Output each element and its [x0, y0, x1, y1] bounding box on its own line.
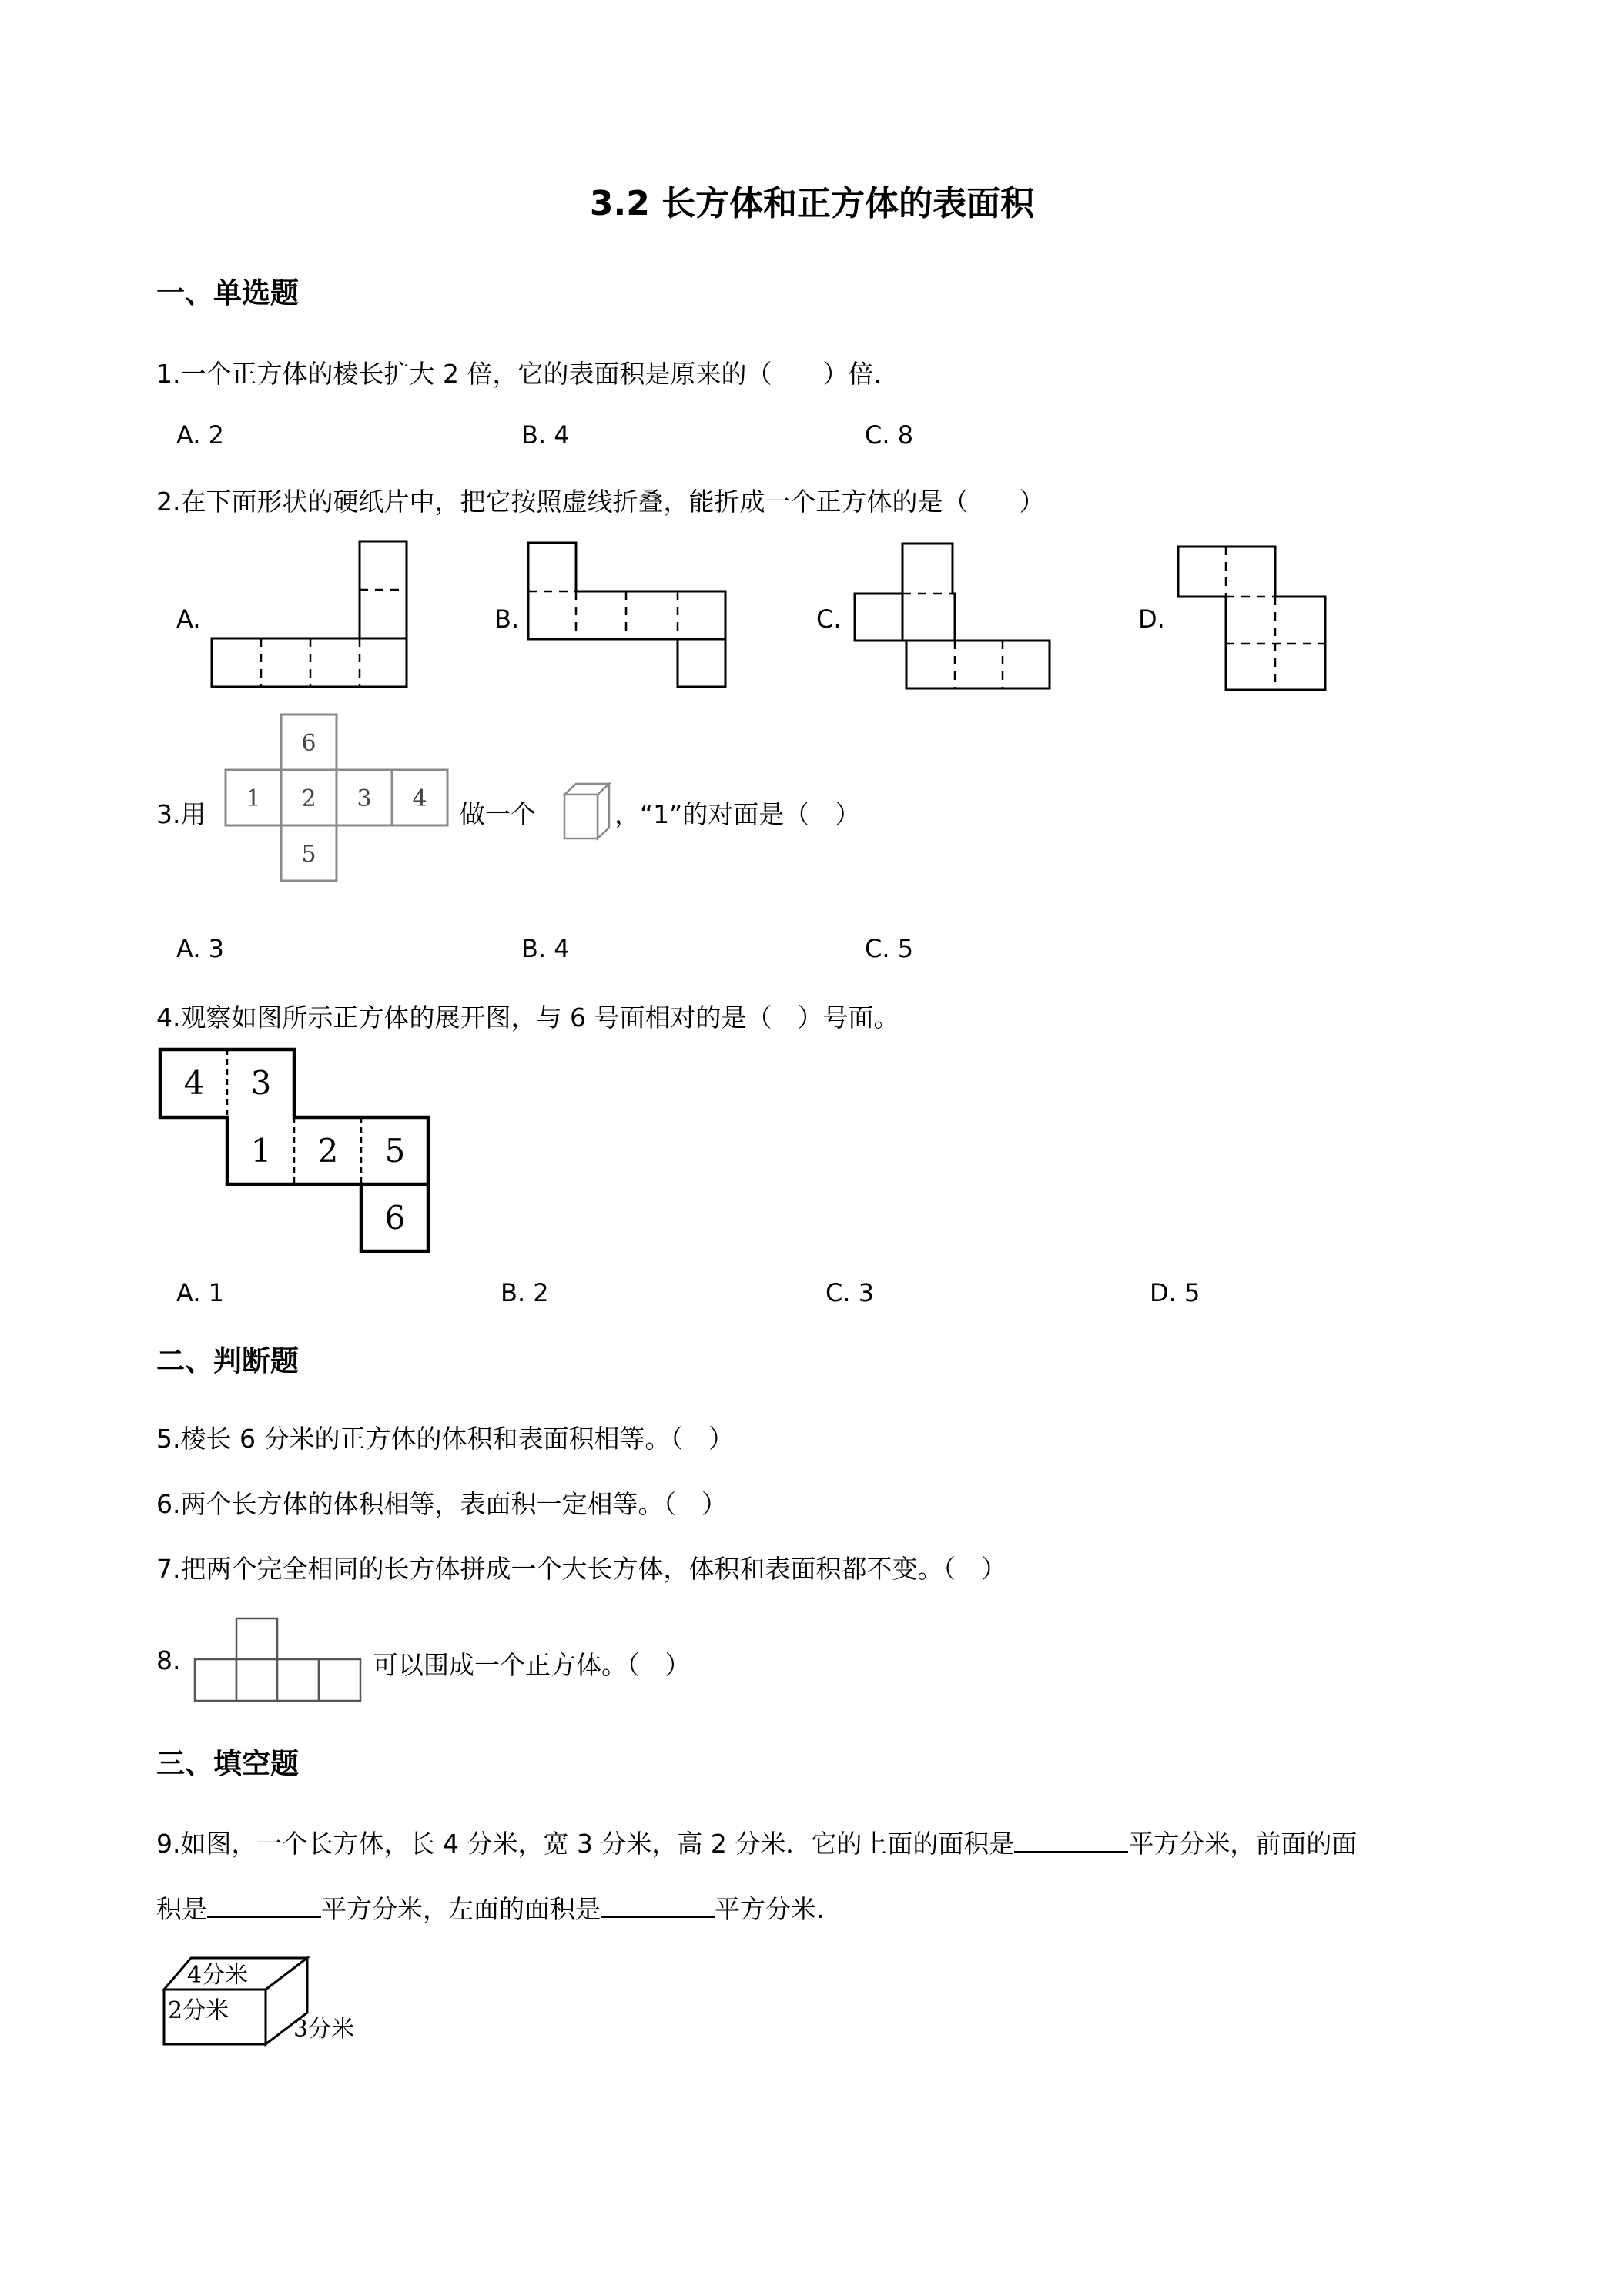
- question-8-prefix: 8.: [156, 1645, 181, 1675]
- question-1-stem: 1.一个正方体的棱长扩大 2 倍，它的表面积是原来的（ ）倍.: [156, 359, 882, 389]
- question-4-option-b[interactable]: B. 2: [501, 1278, 549, 1307]
- question-1-option-c[interactable]: C. 8: [865, 420, 914, 450]
- q3-net-face-2: 2: [301, 785, 316, 812]
- page-title: 3.2 长方体和正方体的表面积: [589, 184, 1035, 223]
- question-2-option-a[interactable]: A.: [176, 604, 201, 634]
- q4-net-face-4: 4: [183, 1064, 205, 1102]
- q9-width-label: 3分米: [293, 2016, 355, 2043]
- question-7-stem: 7.把两个完全相同的长方体拼成一个大长方体，体积和表面积都不变。（ ）: [156, 1554, 1006, 1584]
- question-2-option-c[interactable]: C.: [816, 604, 842, 634]
- q4-net-face-1: 1: [250, 1132, 272, 1170]
- q3-net-face-6: 6: [301, 730, 316, 757]
- q3-net-face-4: 4: [412, 785, 427, 812]
- question-3-option-a[interactable]: A. 3: [176, 934, 225, 963]
- q4-net-face-5: 5: [384, 1132, 406, 1170]
- question-5-stem: 5.棱长 6 分米的正方体的体积和表面积相等。（ ）: [156, 1424, 734, 1454]
- question-1-option-a[interactable]: A. 2: [176, 420, 225, 450]
- q9-line2-text-a: 积是: [156, 1894, 207, 1924]
- question-4-option-d[interactable]: D. 5: [1150, 1278, 1200, 1307]
- q4-net-face-6: 6: [384, 1199, 406, 1237]
- question-4-option-c[interactable]: C. 3: [825, 1278, 875, 1307]
- q4-net-face-2: 2: [317, 1132, 339, 1170]
- q9-line1-text-a: 9.如图，一个长方体，长 4 分米，宽 3 分米，高 2 分米．它的上面的面积是: [156, 1829, 1015, 1859]
- q9-line2-text-c: 平方分米.: [715, 1894, 825, 1924]
- q9-length-label: 4分米: [187, 1962, 249, 1989]
- question-4-stem: 4.观察如图所示正方体的展开图，与 6 号面相对的是（ ）号面。: [156, 1002, 899, 1033]
- q3-net-face-5: 5: [301, 841, 316, 868]
- question-8-suffix: 可以围成一个正方体。（ ）: [373, 1650, 691, 1680]
- q4-net-face-3: 3: [250, 1064, 272, 1102]
- question-6-stem: 6.两个长方体的体积相等，表面积一定相等。（ ）: [156, 1489, 727, 1519]
- question-3-option-b[interactable]: B. 4: [521, 934, 570, 963]
- q9-line2-text-b: 平方分米，左面的面积是: [321, 1894, 601, 1924]
- question-1-option-b[interactable]: B. 4: [521, 420, 570, 450]
- question-3-prefix: 3.用: [156, 799, 206, 829]
- section-heading-fill-blank: 三、填空题: [156, 1747, 299, 1780]
- q9-height-label: 2分米: [168, 1997, 229, 2024]
- q3-net-face-1: 1: [246, 785, 261, 812]
- q3-net-face-3: 3: [357, 785, 372, 812]
- question-3-suffix: ，“1”的对面是（ ）: [614, 799, 861, 829]
- section-heading-single-choice: 一、单选题: [156, 276, 299, 310]
- q9-line1-text-b: 平方分米，前面的面: [1128, 1829, 1358, 1859]
- question-2-stem: 2.在下面形状的硬纸片中，把它按照虚线折叠，能折成一个正方体的是（ ）: [156, 487, 1045, 517]
- question-4-option-a[interactable]: A. 1: [176, 1278, 225, 1307]
- question-2-option-d[interactable]: D.: [1138, 604, 1165, 634]
- question-2-option-b[interactable]: B.: [494, 604, 520, 634]
- question-3-option-c[interactable]: C. 5: [865, 934, 914, 963]
- section-heading-true-false: 二、判断题: [156, 1344, 299, 1377]
- question-3-middle: 做一个: [460, 799, 536, 829]
